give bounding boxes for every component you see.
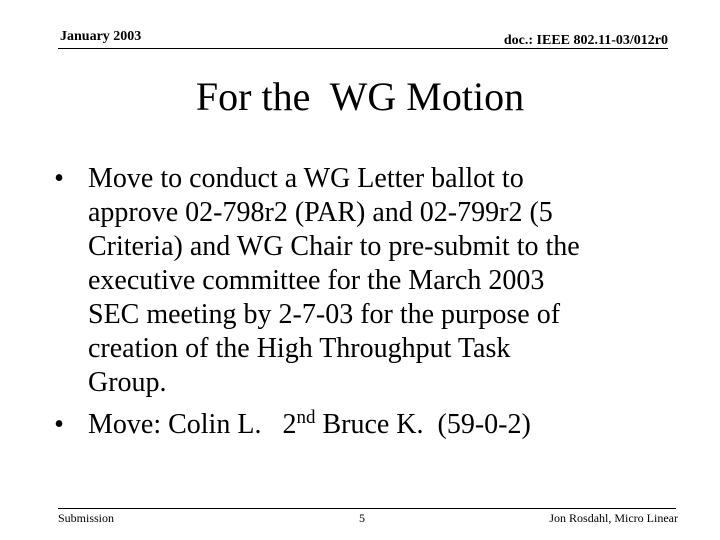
bullet-motion <box>30 162 690 400</box>
header-rule <box>58 48 668 49</box>
bullet-marker: • <box>54 163 64 194</box>
slide-title: For the WG Motion <box>195 74 525 119</box>
slide-body <box>30 162 690 450</box>
bullet-line: creation of the High Throughput Task <box>88 333 511 364</box>
bullet-vote <box>30 408 690 442</box>
ordinal-superscript: nd <box>296 407 316 428</box>
header-date: January 2003 <box>60 29 142 44</box>
vote-text-before: Move: Colin L. 2 <box>88 409 297 440</box>
bullet-line: executive committee for the March 2003 <box>88 265 545 296</box>
footer-rule <box>58 508 676 509</box>
vote-text-after: Bruce K. (59-0-2) <box>315 409 531 440</box>
footer-author: Jon Rosdahl, Micro Linear <box>549 511 678 525</box>
bullet-line: SEC meeting by 2-7-03 for the purpose of <box>88 299 561 330</box>
bullet-line: Criteria) and WG Chair to pre-submit to the <box>88 231 580 262</box>
bullet-line <box>88 408 690 442</box>
footer-page-number: 5 <box>359 511 365 525</box>
bullet-line: Move to conduct a WG Letter ballot to <box>88 163 524 194</box>
bullet-marker: • <box>54 409 64 440</box>
footer-submission: Submission <box>58 511 115 525</box>
bullet-line: Group. <box>88 367 167 398</box>
header-doc-id: doc.: IEEE 802.11-03/012r0 <box>503 33 668 48</box>
bullet-line: approve 02-798r2 (PAR) and 02-799r2 (5 <box>88 197 553 228</box>
